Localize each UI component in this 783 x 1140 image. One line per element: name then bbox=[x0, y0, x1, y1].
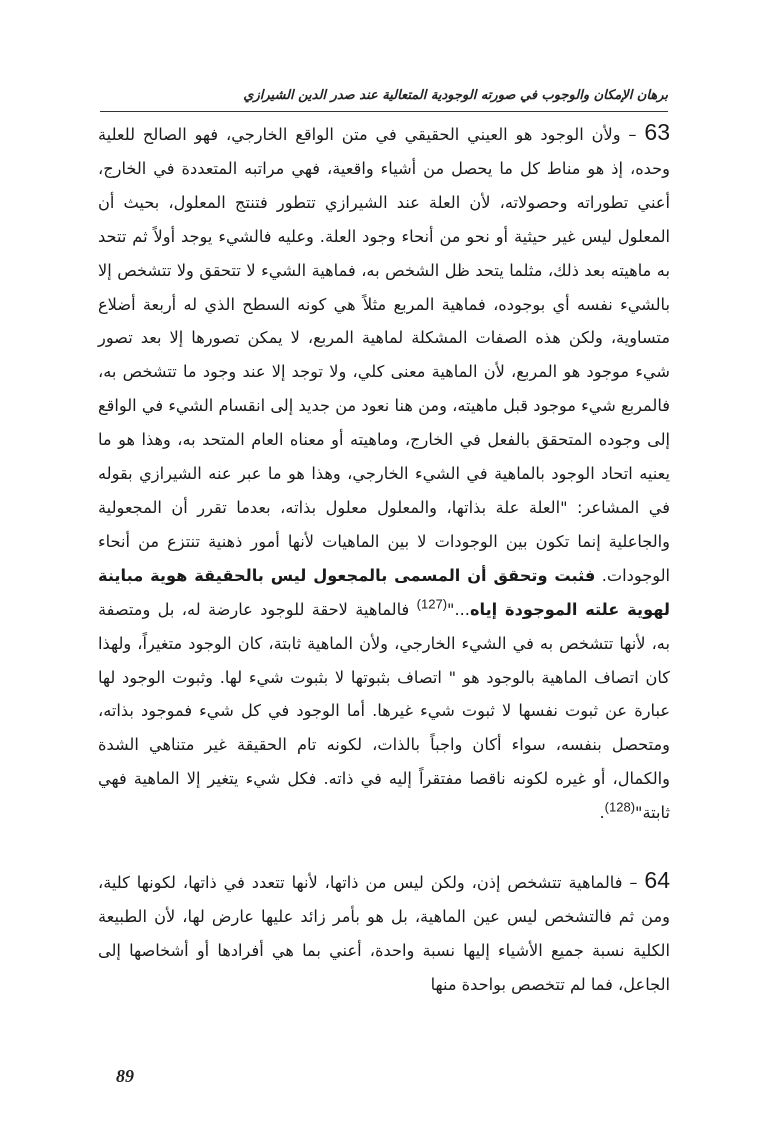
running-header: برهان الإمكان والوجوب في صورته الوجودية المتعالية عند صدر الدين الشيرازي bbox=[243, 88, 668, 103]
emphasized-quote: فثبت وتحقق أن المسمى بالمجعول ليس بالحقيقة هوية مباينة لهوية علته الموجودة إياه bbox=[98, 565, 670, 619]
paragraph-text-continued: فالماهية لاحقة للوجود عارضة له، بل ومتصفة به، لأنها تتشخص به في الشيء الخارجي، ولأن الماهية ثابتة، كان الوجود متغيراً، ولهذا كان اتصاف الماهية بالوجود هو " اتصاف بثبوتها لا بثبوت شيء لها. وثبوت الوجود لها عبارة عن ثبوت نفسها لا ثبوت شيء غيرها. أما الوجود في كل شيء فموجود بذاته، ومتحصل بنفسه، سواء أكان واجباً بالذات، لكونه تام الحقيقة غير متناهي الشدة والكمال، أو غيره لكونه ناقصا مفتقراً إليه في ذاته. فكل شيء يتغير إلا الماهية فهي ثابتة" bbox=[98, 599, 670, 823]
page-number: 89 bbox=[116, 1066, 134, 1086]
footnote-ref-128[interactable]: (128) bbox=[604, 799, 636, 815]
quote-end: ..." bbox=[447, 599, 470, 619]
paragraph-end: . bbox=[599, 803, 605, 823]
header-divider bbox=[100, 111, 668, 112]
paragraph-text: ولأن الوجود هو العيني الحقيقي في متن الواقع الخارجي، فهو الصالح للعلية وحده، إذ هو مناط كل ما يحصل من أشياء واقعية، فهي مراتبه المتعددة في الخارج، أعني تطوراته وحصولاته، لأن العلة عند الشيرازي تتطور فتنتج المعلول، بحيث أن المعلول ليس غير حيثية أو نحو من أنحاء وجود العلة. وعليه فالشيء يوجد أولاً ثم تتحد به ماهيته بعد ذلك، مثلما يتحد ظل الشخص به، فماهية الشيء لا تتحقق ولا تتشخص إلا بالشيء نفسه أي بوجوده، فماهية المربع مثلاً هي كونه السطح الذي له أربعة أضلاع متساوية، ولكن هذه الصفات المشكلة لماهية المربع، لا يمكن تصورها إلا بعد تصور شيء موجود هو المربع، لأن الماهية معنى كلي، ولا توجد إلا عند وجود ما تتشخص به، فالمربع شيء موجود قبل ماهيته، ومن هنا نعود من جديد إلى انقسام الشيء في الواقع إلى وجوده المتحقق بالفعل في الخارج، وماهيته أو معناه العام المتحد به، وهذا هو ما يعنيه اتحاد الوجود بالماهية في الشيء الخارجي، وهذا هو ما عبر عنه الشيرازي بقوله في المشاعر: "العلة علة بذاتها، والمعلول معلول بذاته، بعدما تقرر أن المجعولية والجاعلية إنما تكون بين الوجودات لا بين الماهيات لأنها أمور ذهنية تنتزع من أنحاء الوجودات. bbox=[98, 125, 671, 585]
paragraph-64 bbox=[98, 864, 670, 1002]
paragraph-63 bbox=[98, 116, 670, 830]
footnote-ref-127[interactable]: (127) bbox=[416, 596, 448, 612]
paragraph-gap bbox=[98, 830, 670, 864]
paragraph-dash: – bbox=[620, 125, 645, 144]
paragraph-dash: – bbox=[622, 873, 645, 893]
body-text bbox=[98, 116, 670, 1002]
paragraph-number: 64 bbox=[644, 867, 670, 894]
paragraph-text: فالماهية تتشخص إذن، ولكن ليس من ذاتها، لأنها تتعدد في ذاتها، لكونها كلية، ومن ثم فالتشخص ليس عين الماهية، بل هو بأمر زائد عليها عارض لها، لأن الطبيعة الكلية نسبة جميع الأشياء إليها نسبة واحدة، أعني بما هي أفرادها أو أشخاصها إلى الجاعل، فما لم تتخصص بواحدة منها bbox=[98, 873, 670, 994]
paragraph-number: 63 bbox=[644, 119, 670, 145]
